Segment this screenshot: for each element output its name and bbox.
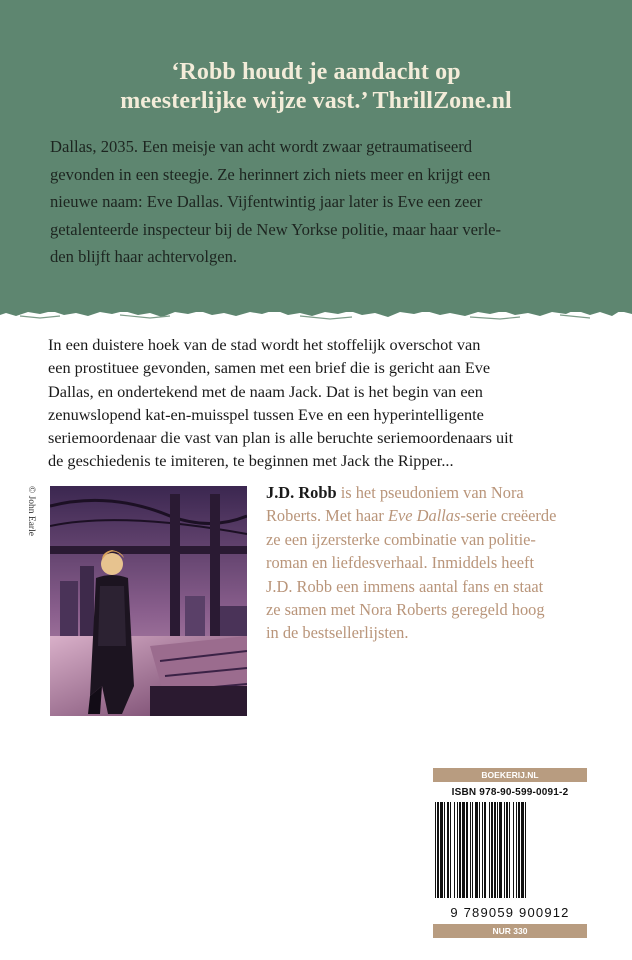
photo-credit: © John Earle [26, 486, 36, 536]
barcode-bar [462, 802, 465, 898]
barcode-bar [499, 802, 502, 898]
barcode-bar [516, 802, 517, 898]
intro-line: gevonden in een steegje. Ze herinnert zich niets meer en krijgt een [50, 164, 491, 184]
quote-line-2: meesterlijke wijze vast.’ ThrillZone.nl [120, 88, 512, 114]
barcode-bar [440, 802, 443, 898]
barcode-bar [521, 802, 524, 898]
blurb-line: seriemoordenaar die vast van plan is alle beruchte seriemoordenaars uit [48, 428, 514, 448]
intro-line: nieuwe naam: Eve Dallas. Vijfentwintig jaar later is Eve een zeer [50, 192, 483, 211]
barcode-bar [494, 802, 496, 898]
barcode-digits: 9 789059 900912 [450, 905, 570, 920]
barcode-bar [525, 802, 526, 898]
blurb-line: In een duistere hoek van de stad wordt het stoffelijk overschot van [48, 335, 481, 354]
torn-paper-edge [0, 292, 632, 332]
barcode-bar [482, 802, 483, 898]
barcode-bar [472, 802, 473, 898]
barcode-bar [459, 802, 461, 898]
bio-line: ze een ijzersterke combinatie van politie- [266, 529, 536, 549]
bio-line: ze samen met Nora Roberts geregeld hoog [266, 600, 545, 620]
barcode-bar [479, 802, 480, 898]
bio-line: J.D. Robb is het pseudoniem van Nora [266, 483, 524, 502]
barcode-bar [457, 802, 458, 898]
blurb-line: zenuwslopend kat-en-muisspel tussen Eve en een hyperintelligente [48, 404, 484, 424]
barcode-bar [509, 802, 510, 898]
intro-paragraph [50, 133, 610, 271]
author-bio [266, 481, 616, 645]
barcode-bar [444, 802, 445, 898]
intro-line: getalenteerde inspecteur bij de New Yorkse politie, maar haar verle- [50, 219, 502, 239]
isbn-label: ISBN 978-90-599-0091-2 [451, 787, 569, 798]
barcode-bar [447, 802, 449, 898]
barcode-bar [475, 802, 478, 898]
bio-line: roman en liefdesverhaal. Inmiddels heeft [266, 553, 535, 573]
author-name: J.D. Robb [266, 483, 337, 502]
barcode-bar [435, 802, 436, 898]
barcode-bar [437, 802, 439, 898]
barcode-bar [454, 802, 455, 898]
barcode-bar [466, 802, 468, 898]
nur-label: NUR 330 [433, 924, 587, 938]
barcode-bar [470, 802, 471, 898]
barcode-bar [489, 802, 490, 898]
barcode-block [433, 768, 587, 935]
barcode-bar [513, 802, 514, 898]
barcode-bar [491, 802, 493, 898]
bio-line: in de bestsellerlijsten. [266, 623, 409, 643]
review-quote [0, 58, 632, 116]
barcode-bar [504, 802, 505, 898]
barcode-bar [506, 802, 508, 898]
intro-line: den blijft haar achtervolgen. [50, 247, 238, 266]
blurb-line: Dallas, en ondertekend met de naam Jack. Dat is het begin van een [48, 381, 483, 401]
publisher-label: BOEKERIJ.NL [433, 768, 587, 782]
barcode-bar [518, 802, 520, 898]
barcode-bar [450, 802, 451, 898]
blurb-line: de geschiedenis te imiteren, te beginnen met Jack the Ripper... [48, 451, 454, 471]
barcode-bars [433, 802, 587, 898]
blurb-paragraph [48, 333, 608, 473]
series-title: Eve Dallas [388, 506, 461, 526]
barcode-bar [484, 802, 486, 898]
intro-line: Dallas, 2035. Een meisje van acht wordt zwaar getraumatiseerd [50, 137, 473, 156]
author-photo [50, 486, 247, 716]
quote-line-1: ‘Robb houdt je aandacht op [171, 59, 461, 85]
bio-line: J.D. Robb een immens aantal fans en staat [266, 576, 544, 596]
blurb-line: een prostituee gevonden, samen met een brief die is gericht aan Eve [48, 358, 491, 378]
barcode-bar [497, 802, 498, 898]
bio-line: Roberts. Met haar Eve Dallas-serie creëerde [266, 506, 557, 526]
